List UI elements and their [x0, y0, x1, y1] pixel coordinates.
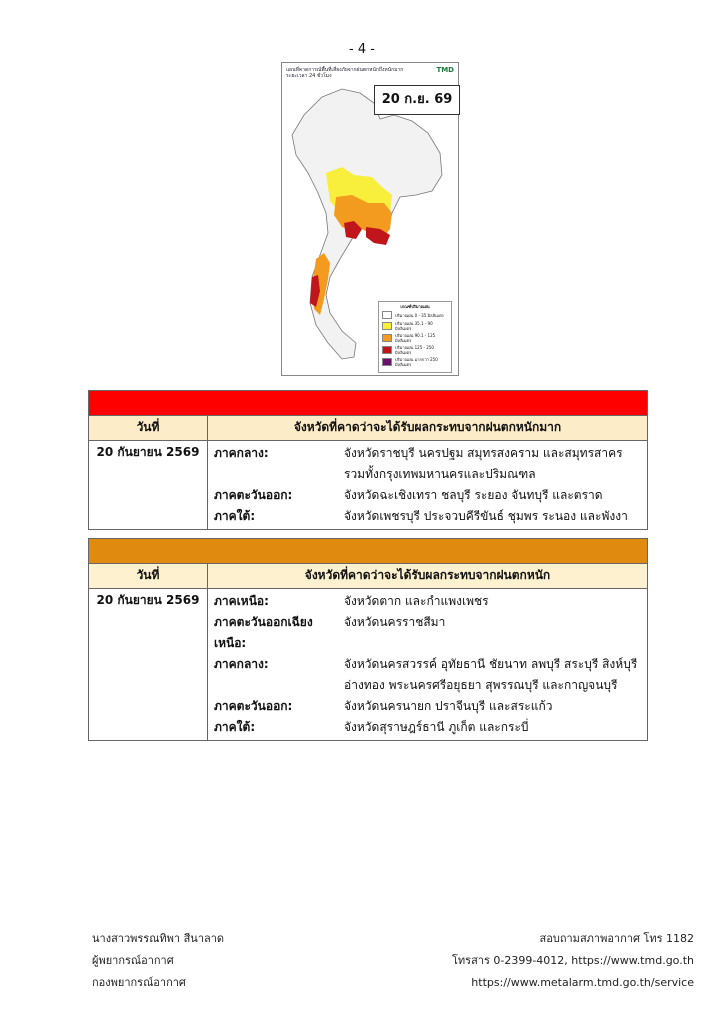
legend-item: [382, 321, 448, 331]
rain-risk-map: [281, 62, 459, 376]
region-line: [214, 612, 641, 654]
map-title-line1: แผนที่คาดการณ์พื้นที่เสี่ยงภัยจากฝนตกหนักถึงหนักมาก: [286, 67, 404, 73]
region-line: [214, 654, 641, 675]
region-name: ภาคตะวันออกเฉียงเหนือ:: [214, 615, 313, 650]
region-provinces: จังหวัดนครนายก ปราจีนบุรี และสระแก้ว: [344, 699, 553, 713]
region-line: [214, 506, 641, 527]
forecaster-title: ผู้พยากรณ์อากาศ: [92, 954, 174, 967]
map-title: [286, 67, 416, 79]
region-name: ภาคตะวันออก:: [214, 699, 293, 713]
region-name: ภาคตะวันออก:: [214, 488, 293, 502]
header-provinces: จังหวัดที่คาดว่าจะได้รับผลกระทบจากฝนตกหนัก: [208, 564, 648, 589]
row-regions: [208, 589, 648, 741]
contact-service-url[interactable]: https://www.metalarm.tmd.go.th/service: [471, 976, 694, 989]
contact-fax-website[interactable]: โทรสาร 0-2399-4012, https://www.tmd.go.th: [452, 954, 694, 967]
very-heavy-rain-table: [88, 390, 648, 530]
page-number: - 4 -: [349, 42, 375, 57]
footer-forecaster: [92, 928, 224, 994]
region-line: [214, 464, 641, 485]
region-provinces: จังหวัดเพชรบุรี ประจวบคีรีขันธ์ ชุมพร ระนอง และพังงา: [344, 509, 628, 523]
legend-title: เกณฑ์ปริมาณฝน: [400, 304, 430, 309]
forecaster-name: นางสาวพรรณทิพา สีนาลาด: [92, 932, 225, 945]
legend-label: ปริมาณฝน 90.1 - 125 มิลลิเมตร: [395, 333, 436, 343]
orange-warning-bar: [89, 539, 648, 564]
red-warning-bar: [89, 391, 648, 416]
region-provinces-cont: อ่างทอง พระนครศรีอยุธยา สุพรรณบุรี และกาญจนบุรี: [344, 678, 618, 692]
region-provinces: จังหวัดตาก และกำแพงเพชร: [344, 594, 489, 608]
legend-label: ปริมาณฝน 125 - 250 มิลลิเมตร: [395, 345, 434, 355]
header-date: วันที่: [89, 564, 208, 589]
region-provinces: จังหวัดนครสวรรค์ อุทัยธานี ชัยนาท ลพบุรี สระบุรี สิงห์บุรี: [344, 657, 638, 671]
legend-item: [382, 357, 448, 367]
tmd-logo: TMD: [436, 66, 454, 74]
forecaster-division: กองพยากรณ์อากาศ: [92, 976, 186, 989]
header-provinces: จังหวัดที่คาดว่าจะได้รับผลกระทบจากฝนตกหนักมาก: [208, 416, 648, 441]
contact-phone: สอบถามสภาพอากาศ โทร 1182: [539, 932, 694, 945]
table-row: [89, 589, 648, 741]
region-line: [214, 717, 641, 738]
header-date: วันที่: [89, 416, 208, 441]
legend-swatch: [382, 311, 392, 319]
region-provinces: จังหวัดราชบุรี นครปฐม สมุทรสงคราม และสมุทรสาคร: [344, 446, 623, 460]
region-line: [214, 591, 641, 612]
legend-swatch: [382, 358, 392, 366]
legend-swatch: [382, 322, 392, 330]
region-name: ภาคกลาง:: [214, 657, 269, 671]
region-provinces: จังหวัดฉะเชิงเทรา ชลบุรี ระยอง จันทบุรี และตราด: [344, 488, 603, 502]
region-line: [214, 675, 641, 696]
region-name: ภาคใต้:: [214, 509, 256, 523]
table-row: [89, 441, 648, 530]
region-line: [214, 485, 641, 506]
legend-swatch: [382, 334, 392, 342]
row-regions: [208, 441, 648, 530]
legend-item: [382, 311, 448, 319]
map-date-label: 20 ก.ย. 69: [374, 85, 460, 115]
row-date: 20 กันยายน 2569: [89, 441, 208, 530]
region-provinces: จังหวัดนครราชสีมา: [344, 615, 446, 629]
region-name: ภาคเหนือ:: [214, 594, 269, 608]
legend-item: [382, 333, 448, 343]
footer-contact: [452, 928, 694, 994]
row-date: 20 กันยายน 2569: [89, 589, 208, 741]
table-header-row: [89, 416, 648, 441]
heavy-rain-table: [88, 538, 648, 741]
region-line: [214, 443, 641, 464]
legend-label: ปริมาณฝน 35.1 - 90 มิลลิเมตร: [395, 321, 433, 331]
region-name: ภาคใต้:: [214, 720, 256, 734]
legend-label: ปริมาณฝน มากกว่า 250 มิลลิเมตร: [395, 357, 438, 367]
region-line: [214, 696, 641, 717]
map-title-line2: ระยะเวลา 24 ชั่วโมง: [286, 73, 332, 79]
table-header-row: [89, 564, 648, 589]
region-name: ภาคกลาง:: [214, 446, 269, 460]
legend-swatch: [382, 346, 392, 354]
region-provinces: จังหวัดสุราษฎร์ธานี ภูเก็ต และกระบี่: [344, 720, 529, 734]
region-provinces-cont: รวมทั้งกรุงเทพมหานครและปริมณฑล: [344, 467, 536, 481]
legend-label: ปริมาณฝน 0 - 35 มิลลิเมตร: [395, 312, 444, 318]
legend-item: [382, 345, 448, 355]
map-legend: [378, 301, 452, 373]
